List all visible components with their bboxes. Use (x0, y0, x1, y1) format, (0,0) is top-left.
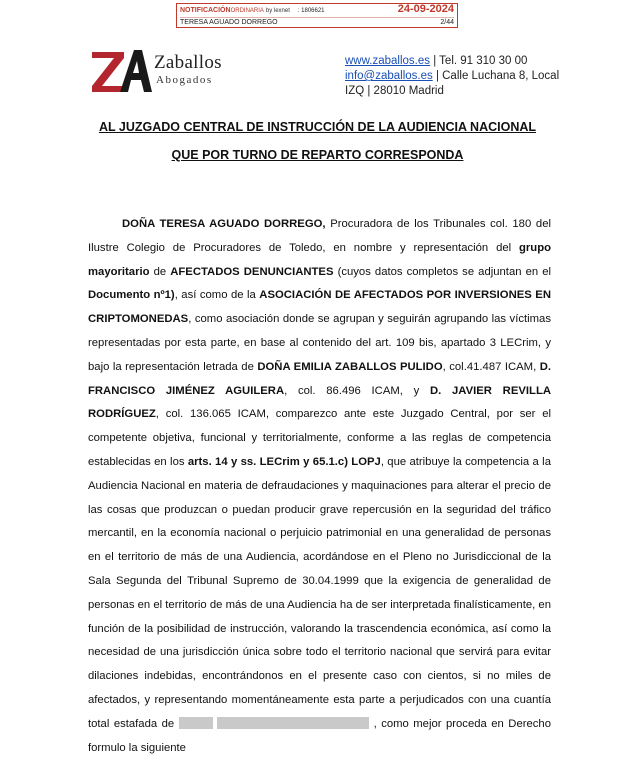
heading-line-1: AL JUZGADO CENTRAL DE INSTRUCCIÓN DE LA AUDIENCIA NACIONAL (98, 120, 537, 134)
notification-stamp (176, 3, 458, 28)
body-text: , así como de la (174, 289, 260, 302)
document-body (88, 213, 551, 760)
stamp-page: 2/44 (440, 19, 454, 26)
stamp-label: NOTIFICACIÓN (180, 7, 231, 14)
heading-line-2: QUE POR TURNO DE REPARTO CORRESPONDA (171, 148, 464, 162)
body-text: , col. 86.496 ICAM, y (284, 384, 430, 397)
lawyer-name-3: D. JAVIER REVILLA RODRÍGUEZ (88, 384, 551, 421)
stamp-number: : 1806621 (297, 8, 325, 14)
body-bold: AFECTADOS DENUNCIANTES (170, 265, 334, 278)
procuradora-name: DOÑA TERESA AGUADO DORREGO, (122, 218, 326, 230)
body-text: , col.41.487 ICAM, (442, 360, 540, 373)
intro-paragraph (88, 213, 551, 760)
body-text: (cuyos datos completos se adjuntan en el (333, 265, 552, 278)
stamp-recipient: TERESA AGUADO DORREGO (180, 19, 278, 26)
association-name: ASOCIACIÓN DE AFECTADOS POR INVERSIONES EN CRIPTOMONEDAS (88, 289, 551, 326)
email-link[interactable]: info@zaballos.es (345, 70, 433, 82)
body-bold: Documento nº1) (88, 289, 175, 302)
body-text: , como mejor proceda en Derecho formulo la siguiente (88, 717, 551, 754)
firm-name: Zaballos (154, 52, 222, 73)
firm-logo (90, 46, 240, 96)
website-link[interactable]: www.zaballos.es (345, 55, 431, 67)
address-text-1: | Calle Luchana 8, Local (432, 70, 560, 82)
body-text: , col. 136.065 ICAM, comparezco ante este Juzgado Central, por ser el competente objetiva, funcional y territorialmente, conforme a las reglas de competencia establecidas en los (88, 408, 551, 468)
body-bold: grupo mayoritario (88, 241, 551, 278)
phone-text: | Tel. 91 310 30 00 (430, 55, 528, 67)
contact-block (345, 54, 560, 99)
body-text: de (149, 265, 171, 278)
body-text: , que atribuye la competencia a la Audiencia Nacional en materia de defraudaciones y maquinaciones para alterar el precio de las cosas que produzcan o puedan producir grave repercusión en la seguridad del tráfico mercantil, en la economía nacional o perjuicio patrimonial en una generalidad de personas en el territorio de más de una Audiencia, acordándose en el Pleno no Jurisdiccional de la Sala Segunda del Tribunal Supremo de 30.04.1999 que la exigencia de generalidad de personas en el territorio de más de una Audiencia ha de ser interpretada finalísticamente, en función de la posibilidad de instrucción, valorando la trascendencia económica, así como la necesidad de una jurisdicción única sobre todo el territorio nacional que servirá para evitar dilaciones indebidas, encontrándonos en el presente caso con cientos, si no miles de afectados, y representando momentáneamente esta parte a perjudicados con una cuantía total estafada de (88, 455, 551, 730)
stamp-by: by lexnet (265, 8, 290, 14)
lawyer-name-1: DOÑA EMILIA ZABALLOS PULIDO (257, 360, 443, 373)
stamp-footer (180, 17, 454, 28)
contact-line-1 (345, 54, 560, 69)
redacted-amount (217, 717, 369, 729)
contact-line-2 (345, 69, 560, 84)
stamp-type: ORDINARIA (230, 8, 264, 14)
redacted-amount (179, 717, 213, 729)
firm-subtitle: Abogados (156, 74, 213, 86)
address-text-2: IZQ | 28010 Madrid (345, 85, 444, 97)
body-text: , como asociación donde se agrupan y seguirán agrupando las víctimas representadas por esta parte, en base al contenido del art. 109 bis, apartado 3 LECrim, y bajo la representación letrada de (88, 313, 551, 373)
body-text: Procuradora de los Tribunales col. 180 del Ilustre Colegio de Procuradores de Toledo, en nombre y representación del (88, 218, 551, 254)
za-monogram-icon (90, 46, 154, 94)
lawyer-name-2: D. FRANCISCO JIMÉNEZ AGUILERA (88, 360, 552, 397)
stamp-date: 24-09-2024 (397, 3, 454, 15)
legal-reference: arts. 14 y ss. LECrim y 65.1.c) LOPJ (187, 455, 381, 468)
